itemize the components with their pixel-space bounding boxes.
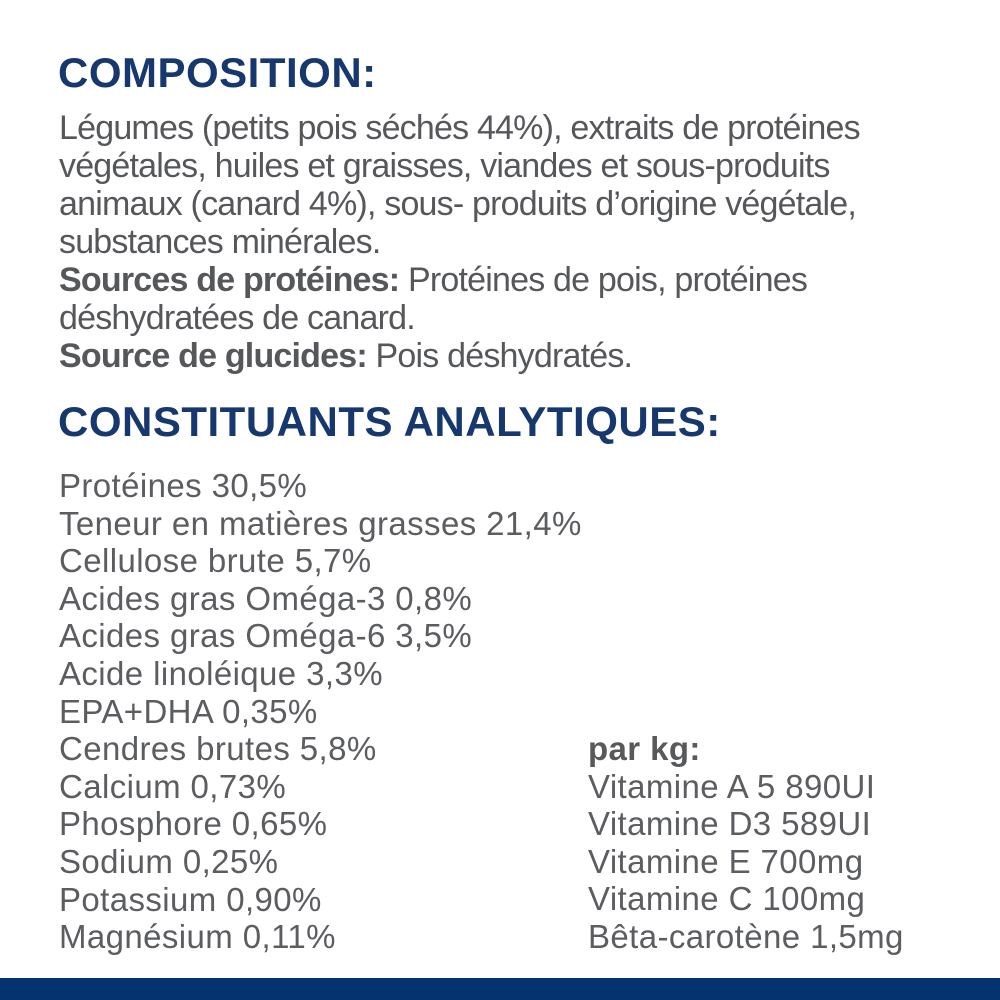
constituent-item: Cendres brutes 5,8% — [59, 730, 377, 768]
vitamin-item: Vitamine E 700mg — [588, 842, 864, 880]
composition-line: Légumes (petits pois séchés 44%), extraits de protéines — [59, 109, 860, 147]
analytical-constituents-list — [59, 467, 582, 956]
composition-line: animaux (canard 4%), sous- produits d’origine végétale, — [59, 185, 857, 223]
constituent-item: Sodium 0,25% — [59, 842, 279, 880]
bottom-divider-bar — [0, 978, 1000, 1000]
constituent-item: Acides gras Oméga-3 0,8% — [59, 579, 473, 617]
constituent-item: EPA+DHA 0,35% — [59, 692, 318, 730]
protein-sources-line-2: déshydratées de canard. — [59, 299, 415, 337]
vitamin-item: Vitamine A 5 890UI — [588, 767, 876, 805]
composition-line: substances minérales. — [59, 223, 381, 261]
protein-sources-label: Sources de protéines: — [59, 261, 400, 299]
composition-text — [59, 109, 860, 375]
protein-sources-text: Protéines de pois, protéines — [399, 261, 808, 299]
constituent-item: Potassium 0,90% — [59, 880, 322, 918]
constituent-item: Phosphore 0,65% — [59, 805, 328, 843]
protein-sources-line — [59, 261, 860, 299]
constituent-item: Magnésium 0,11% — [59, 918, 336, 956]
constituent-item: Calcium 0,73% — [59, 767, 287, 805]
constituent-item: Acides gras Oméga-6 3,5% — [59, 617, 473, 655]
vitamin-item: Vitamine D3 589UI — [588, 805, 872, 843]
per-kg-list — [588, 730, 904, 956]
constituent-item: Teneur en matières grasses 21,4% — [59, 504, 582, 542]
carb-source-line — [59, 337, 860, 375]
carb-source-label: Source de glucides: — [59, 337, 367, 375]
constituent-item: Acide linoléique 3,3% — [59, 654, 383, 692]
per-kg-label: par kg: — [588, 730, 701, 767]
constituent-item: Cellulose brute 5,7% — [59, 542, 372, 580]
analytical-constituents-heading: CONSTITUANTS ANALYTIQUES: — [58, 398, 721, 445]
carb-source-text: Pois déshydratés. — [366, 337, 633, 375]
vitamin-item: Bêta-carotène 1,5mg — [588, 917, 904, 955]
vitamin-item: Vitamine C 100mg — [588, 880, 866, 918]
composition-heading: COMPOSITION: — [58, 49, 377, 96]
constituent-item: Protéines 30,5% — [59, 467, 308, 504]
composition-line: végétales, huiles et graisses, viandes et sous-produits — [59, 147, 830, 185]
